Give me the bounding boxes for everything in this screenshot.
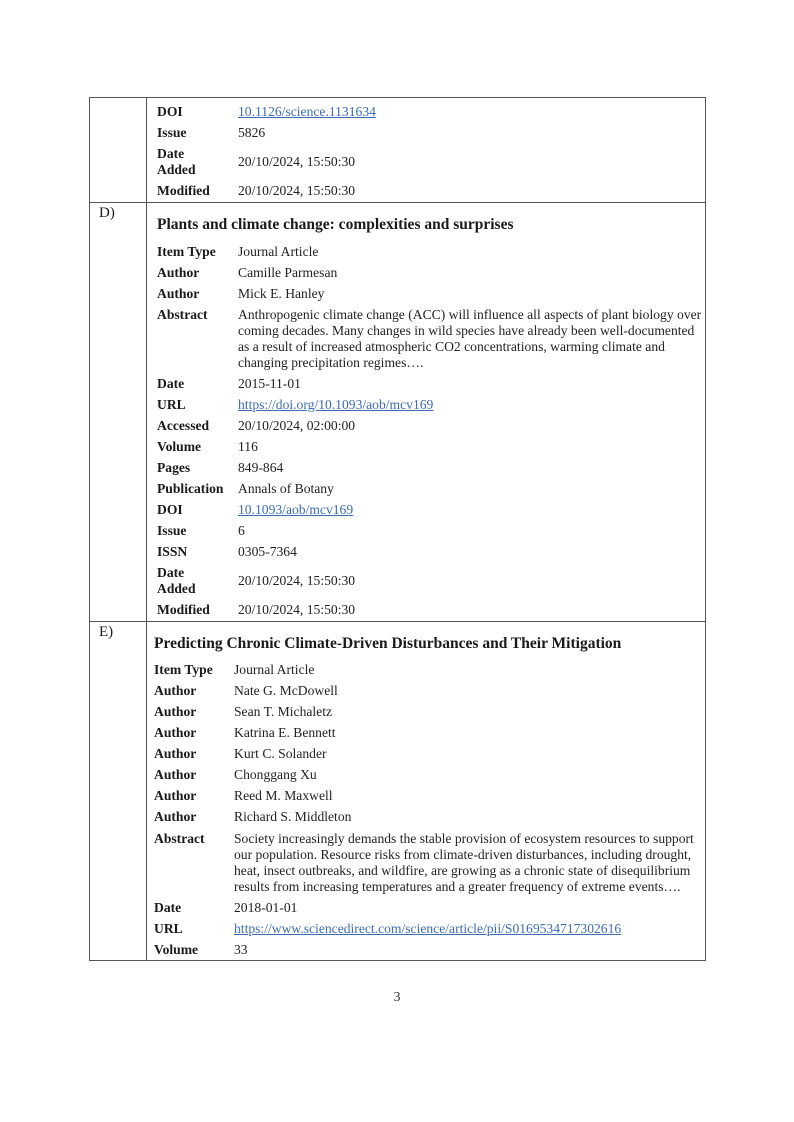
field-list <box>157 241 705 621</box>
field-row <box>157 542 705 563</box>
field-value: Journal Article <box>234 662 315 677</box>
url-link[interactable]: https://www.sciencedirect.com/science/article/pii/S0169534717302616 <box>234 920 622 936</box>
field-row <box>154 786 705 807</box>
field-label: Issue <box>157 523 187 538</box>
field-row <box>154 702 705 723</box>
field-label: Date Added <box>157 565 196 596</box>
field-row <box>157 479 705 500</box>
entry-letter-cell <box>90 621 147 961</box>
field-value <box>238 101 376 122</box>
field-label: Pages <box>157 460 191 475</box>
field-value: Nate G. McDowell <box>234 683 338 698</box>
field-value: Katrina E. Bennett <box>234 725 336 740</box>
field-label: Issue <box>157 124 187 140</box>
field-value: 6 <box>238 523 245 538</box>
field-value: 20/10/2024, 15:50:30 <box>238 182 356 198</box>
field-row <box>154 723 705 744</box>
field-label: Author <box>154 725 197 740</box>
field-label: Abstract <box>154 830 205 846</box>
field-label: Publication <box>157 481 224 496</box>
field-label: Author <box>157 285 200 301</box>
doi-link[interactable]: 10.1126/science.1131634 <box>238 103 376 119</box>
field-row <box>157 600 705 621</box>
field-row <box>157 563 705 600</box>
bibliography-table <box>89 97 706 961</box>
field-label: Author <box>154 683 197 698</box>
field-row <box>154 918 705 939</box>
field-row <box>157 395 705 416</box>
field-row <box>157 283 705 304</box>
field-value: 2015-11-01 <box>238 376 301 391</box>
field-row <box>157 262 705 283</box>
field-row <box>154 807 705 828</box>
entry-row-d <box>90 203 706 622</box>
field-row <box>157 500 705 521</box>
field-label: Modified <box>157 602 210 617</box>
field-row <box>154 828 705 898</box>
field-label: Date Added <box>157 145 196 177</box>
field-value <box>238 500 705 521</box>
field-value: Chonggang Xu <box>234 767 317 782</box>
field-value: 33 <box>234 941 248 957</box>
doi-link[interactable]: 10.1093/aob/mcv169 <box>238 502 354 517</box>
field-row <box>157 304 705 374</box>
entry-content-cell <box>147 203 706 622</box>
continued-entry-row <box>90 98 706 203</box>
field-label: Abstract <box>157 307 208 322</box>
field-row <box>157 122 376 143</box>
entry-letter-cell <box>90 98 147 203</box>
entry-title: Plants and climate change: complexities and surprises <box>157 216 514 233</box>
field-value: 20/10/2024, 15:50:30 <box>238 602 356 617</box>
field-row <box>154 897 705 918</box>
field-label: Author <box>154 788 197 803</box>
field-row <box>157 416 705 437</box>
field-row <box>157 521 705 542</box>
entry-letter: E) <box>99 623 114 640</box>
field-label: URL <box>157 397 186 412</box>
field-label: ISSN <box>157 544 188 559</box>
field-label: Author <box>157 264 200 280</box>
field-value: 849-864 <box>238 460 284 475</box>
field-value: Sean T. Michaletz <box>234 704 333 719</box>
field-label: Volume <box>157 439 202 454</box>
entry-letter: D) <box>99 205 115 221</box>
field-value: Mick E. Hanley <box>238 285 325 301</box>
field-label: Modified <box>157 182 210 198</box>
field-value: Society increasingly demands the stable provision of ecosystem resources to support our population. Resource risks from climate-driven disturbances, including drought, heat, insect outbreaks, and wildfire, are growing as a chronic state of disequilibrium results from increasing temperatures and a greater frequency of extreme events…. <box>234 830 694 894</box>
field-label: DOI <box>157 103 183 119</box>
field-value: 5826 <box>238 124 266 140</box>
entry-content-cell <box>147 621 706 961</box>
field-label: Author <box>154 809 197 824</box>
entry-row-e <box>90 621 706 961</box>
field-value: Annals of Botany <box>238 481 334 496</box>
field-value: Journal Article <box>238 243 319 259</box>
field-value <box>234 918 705 939</box>
field-list <box>157 101 376 201</box>
field-value: Reed M. Maxwell <box>234 788 333 803</box>
field-label: Author <box>154 767 197 782</box>
field-label: Item Type <box>154 662 213 677</box>
field-label: Volume <box>154 941 199 957</box>
field-row <box>157 437 705 458</box>
field-label: Author <box>154 746 197 761</box>
field-label: Accessed <box>157 418 210 433</box>
field-row <box>157 143 376 180</box>
field-value: Anthropogenic climate change (ACC) will influence all aspects of plant biology over coming decades. Many changes in wild species have already been well-documented as a result of increased atmospheric CO2 concentrations, warming climate and changing precipitation regimes…. <box>238 307 702 370</box>
field-value: 20/10/2024, 15:50:30 <box>238 573 356 588</box>
field-label: Date <box>154 899 182 915</box>
field-value <box>238 395 705 416</box>
field-value: 116 <box>238 439 258 454</box>
field-value: Kurt C. Solander <box>234 746 327 761</box>
field-label: DOI <box>157 502 183 517</box>
field-row <box>157 180 376 201</box>
field-row <box>157 241 705 262</box>
field-value: Richard S. Middleton <box>234 809 352 824</box>
field-label: Item Type <box>157 243 216 259</box>
field-value: 2018-01-01 <box>234 899 298 915</box>
field-value: 20/10/2024, 15:50:30 <box>238 153 356 169</box>
field-value: 20/10/2024, 02:00:00 <box>238 418 356 433</box>
field-row <box>154 765 705 786</box>
page-number: 3 <box>393 990 401 1005</box>
field-label: URL <box>154 920 183 936</box>
field-row <box>157 101 376 122</box>
field-value: Camille Parmesan <box>238 264 338 280</box>
field-row <box>154 939 705 960</box>
field-row <box>154 681 705 702</box>
entry-title: Predicting Chronic Climate-Driven Disturbances and Their Mitigation <box>154 634 622 652</box>
field-row <box>157 458 705 479</box>
field-label: Author <box>154 704 197 719</box>
field-value: 0305-7364 <box>238 544 297 559</box>
entry-letter-cell <box>90 203 147 622</box>
url-link[interactable]: https://doi.org/10.1093/aob/mcv169 <box>238 397 434 412</box>
field-row <box>154 744 705 765</box>
field-row <box>154 660 705 681</box>
field-list <box>154 660 705 961</box>
field-label: Date <box>157 376 185 391</box>
field-row <box>157 374 705 395</box>
entry-content-cell <box>147 98 706 203</box>
